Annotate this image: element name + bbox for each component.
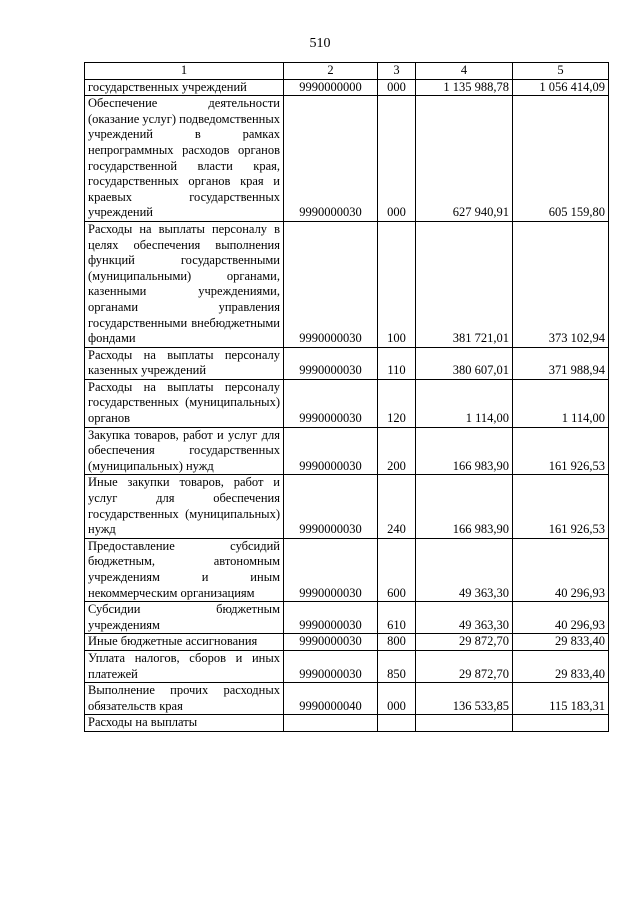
table-row bbox=[85, 347, 609, 379]
row-name-cell: Расходы на выплаты bbox=[85, 715, 284, 732]
row-csr-cell: 9990000030 bbox=[284, 475, 378, 538]
row-sum1-cell: 29 872,70 bbox=[416, 650, 513, 682]
row-vr-cell: 800 bbox=[378, 634, 416, 651]
row-vr-cell: 200 bbox=[378, 427, 416, 475]
row-name-cell: Уплата налогов, сборов и иных платежей bbox=[85, 650, 284, 682]
table-row bbox=[85, 602, 609, 634]
row-name-cell: Выполнение прочих расходных обязательств края bbox=[85, 683, 284, 715]
table-row bbox=[85, 538, 609, 601]
row-csr-cell: 9990000030 bbox=[284, 347, 378, 379]
table-row bbox=[85, 96, 609, 222]
row-vr-cell: 610 bbox=[378, 602, 416, 634]
row-csr-cell: 9990000030 bbox=[284, 427, 378, 475]
budget-table bbox=[84, 62, 609, 732]
row-name-cell: Закупка товаров, работ и услуг для обеспечения государственных (муниципальных) нужд bbox=[85, 427, 284, 475]
table-row bbox=[85, 79, 609, 96]
row-csr-cell: 9990000030 bbox=[284, 221, 378, 347]
row-sum1-cell: 380 607,01 bbox=[416, 347, 513, 379]
row-vr-cell: 000 bbox=[378, 683, 416, 715]
row-vr-cell: 110 bbox=[378, 347, 416, 379]
row-sum2-cell: 161 926,53 bbox=[513, 475, 609, 538]
row-sum2-cell: 40 296,93 bbox=[513, 538, 609, 601]
row-sum1-cell: 1 114,00 bbox=[416, 379, 513, 427]
row-sum1-cell: 49 363,30 bbox=[416, 538, 513, 601]
table-row bbox=[85, 715, 609, 732]
header-col-1: 1 bbox=[85, 63, 284, 80]
row-csr-cell: 9990000030 bbox=[284, 379, 378, 427]
row-vr-cell: 000 bbox=[378, 96, 416, 222]
row-csr-cell: 9990000040 bbox=[284, 683, 378, 715]
row-sum2-cell: 371 988,94 bbox=[513, 347, 609, 379]
row-sum1-cell: 1 135 988,78 bbox=[416, 79, 513, 96]
row-vr-cell: 000 bbox=[378, 79, 416, 96]
row-csr-cell bbox=[284, 715, 378, 732]
table-row bbox=[85, 475, 609, 538]
page-number: 510 bbox=[309, 36, 331, 51]
row-sum1-cell: 136 533,85 bbox=[416, 683, 513, 715]
row-vr-cell: 240 bbox=[378, 475, 416, 538]
table-row bbox=[85, 427, 609, 475]
row-sum2-cell: 1 056 414,09 bbox=[513, 79, 609, 96]
row-vr-cell: 100 bbox=[378, 221, 416, 347]
row-name-cell: Расходы на выплаты персоналу государственных (муниципальных) органов bbox=[85, 379, 284, 427]
row-sum2-cell: 161 926,53 bbox=[513, 427, 609, 475]
row-csr-cell: 9990000030 bbox=[284, 602, 378, 634]
row-sum1-cell bbox=[416, 715, 513, 732]
row-name-cell: государственных учреждений bbox=[85, 79, 284, 96]
header-col-5: 5 bbox=[513, 63, 609, 80]
row-vr-cell: 120 bbox=[378, 379, 416, 427]
table-row bbox=[85, 221, 609, 347]
row-vr-cell: 850 bbox=[378, 650, 416, 682]
header-row bbox=[85, 63, 609, 80]
table-row bbox=[85, 379, 609, 427]
row-sum1-cell: 166 983,90 bbox=[416, 475, 513, 538]
header-col-2: 2 bbox=[284, 63, 378, 80]
row-name-cell: Иные бюджетные ассигнования bbox=[85, 634, 284, 651]
row-sum2-cell: 605 159,80 bbox=[513, 96, 609, 222]
row-csr-cell: 9990000000 bbox=[284, 79, 378, 96]
row-sum2-cell: 29 833,40 bbox=[513, 634, 609, 651]
row-sum2-cell: 40 296,93 bbox=[513, 602, 609, 634]
row-sum2-cell bbox=[513, 715, 609, 732]
row-csr-cell: 9990000030 bbox=[284, 634, 378, 651]
row-sum2-cell: 29 833,40 bbox=[513, 650, 609, 682]
row-csr-cell: 9990000030 bbox=[284, 650, 378, 682]
row-name-cell: Расходы на выплаты персоналу в целях обеспечения выполнения функций государственными (муниципальными) органами, казенными учреждениями, органами управления государственными внебюджетными фондами bbox=[85, 221, 284, 347]
row-vr-cell: 600 bbox=[378, 538, 416, 601]
row-name-cell: Субсидии бюджетным учреждениям bbox=[85, 602, 284, 634]
row-sum1-cell: 29 872,70 bbox=[416, 634, 513, 651]
row-name-cell: Предоставление субсидий бюджетным, автономным учреждениям и иным некоммерческим организациям bbox=[85, 538, 284, 601]
table-row bbox=[85, 650, 609, 682]
row-vr-cell bbox=[378, 715, 416, 732]
row-sum2-cell: 115 183,31 bbox=[513, 683, 609, 715]
row-name-cell: Иные закупки товаров, работ и услуг для обеспечения государственных (муниципальных) нужд bbox=[85, 475, 284, 538]
row-name-cell: Обеспечение деятельности (оказание услуг) подведомственных учреждений в рамках непрограммных расходов органов государственной власти края, государственных органов края и краевых государственных учреждений bbox=[85, 96, 284, 222]
row-sum2-cell: 1 114,00 bbox=[513, 379, 609, 427]
row-csr-cell: 9990000030 bbox=[284, 538, 378, 601]
row-sum1-cell: 627 940,91 bbox=[416, 96, 513, 222]
row-sum1-cell: 166 983,90 bbox=[416, 427, 513, 475]
header-col-4: 4 bbox=[416, 63, 513, 80]
row-sum2-cell: 373 102,94 bbox=[513, 221, 609, 347]
table-row bbox=[85, 634, 609, 651]
row-name-cell: Расходы на выплаты персоналу казенных учреждений bbox=[85, 347, 284, 379]
row-csr-cell: 9990000030 bbox=[284, 96, 378, 222]
row-sum1-cell: 381 721,01 bbox=[416, 221, 513, 347]
table-row bbox=[85, 683, 609, 715]
row-sum1-cell: 49 363,30 bbox=[416, 602, 513, 634]
header-col-3: 3 bbox=[378, 63, 416, 80]
